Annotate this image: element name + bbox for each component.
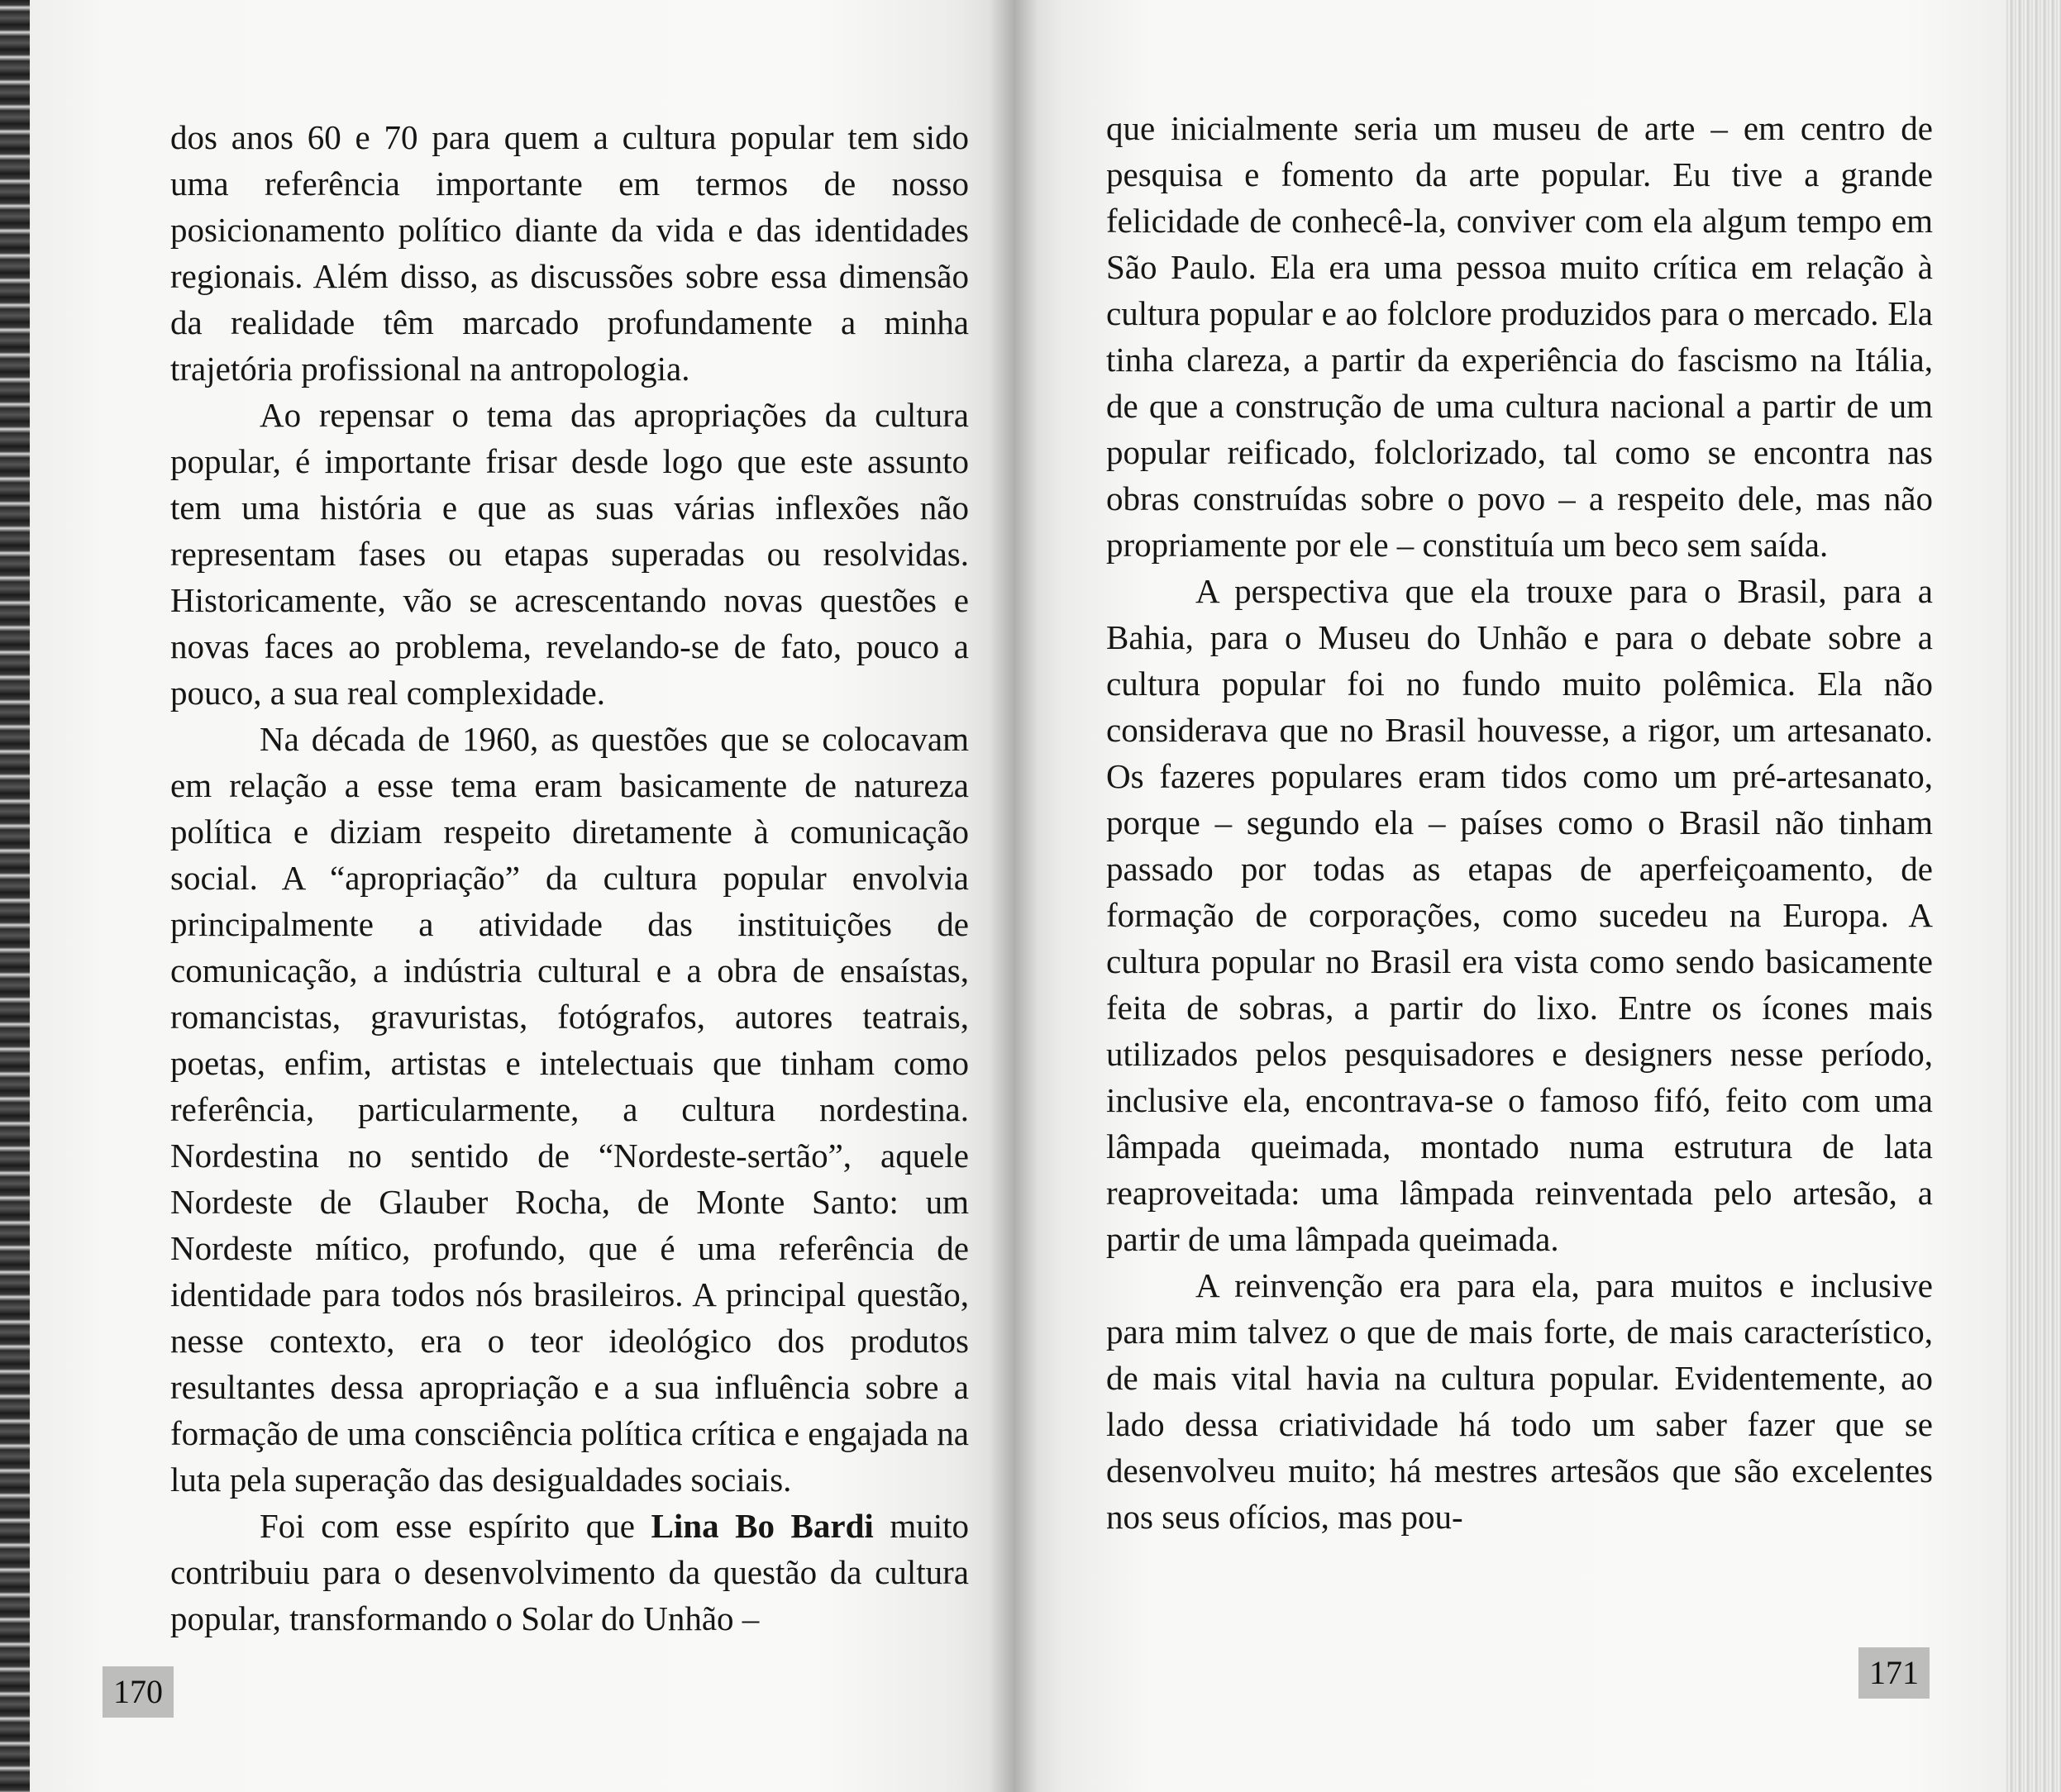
page-number-left: 170 <box>103 1666 174 1718</box>
right-paragraph-3: A reinvenção era para ela, para muitos e inclusive para mim talvez o que de mais forte, de mais característico, de mais vital havia na cultura popular. Evidentemente, ao lado dessa criatividade há todo um saber fazer que se desenvolveu muito; há mestres artesãos que são excelentes nos seus ofícios, mas pou- <box>1106 1266 1933 1536</box>
left-paragraph-4-before: Foi com esse espírito que <box>260 1507 651 1545</box>
bold-name-lina-bo-bardi: Lina Bo Bardi <box>651 1507 874 1545</box>
right-page <box>1014 0 2006 1792</box>
right-page-text <box>1106 105 1933 1540</box>
right-page-edges <box>2006 0 2061 1792</box>
left-page <box>30 0 1014 1792</box>
right-paragraph-1: que inicialmente seria um museu de arte – em centro de pesquisa e fomento da arte popular. Eu tive a grande felicidade de conhecê-la, conviver com ela algum tempo em São Paulo. Ela era uma pessoa muito crítica em relação à cultura popular e ao folclore produzidos para o mercado. Ela tinha clareza, a partir da experiência do fascismo na Itália, de que a construção de uma cultura nacional a partir de um popular reificado, folclorizado, tal como se encontra nas obras construídas sobre o povo – a respeito dele, mas não propriamente por ele – constituía um beco sem saída. <box>1106 109 1933 564</box>
left-paragraph-4 <box>170 1503 969 1642</box>
left-paragraph-4-after: muito contribuiu para o desenvolvimento da questão da cultura popular, transformando o Solar do Unhão – <box>170 1507 969 1637</box>
left-page-text <box>170 114 969 1642</box>
left-paragraph-3: Na década de 1960, as questões que se colocavam em relação a esse tema eram basicamente de natureza política e diziam respeito diretamente à comunicação social. A “apropriação” da cultura popular envolvia principalmente a atividade das instituições de comunicação, a indústria cultural e a obra de ensaístas, romancistas, gravuristas, fotógrafos, autores teatrais, poetas, enfim, artistas e intelectuais que tinham como referência, particularmente, a cultura nordestina. Nordestina no sentido de “Nordeste-sertão”, aquele Nordeste de Glauber Rocha, de Monte Santo: um Nordeste mítico, profundo, que é uma referência de identidade para todos nós brasileiros. A principal questão, nesse contexto, era o teor ideológico dos produtos resultantes dessa apropriação e a sua influência sobre a formação de uma consciência política crítica e engajada na luta pela superação das desigualdades sociais. <box>170 720 969 1499</box>
left-paragraph-1: dos anos 60 e 70 para quem a cultura popular tem sido uma referência importante em termos de nosso posicionamento político diante da vida e das identidades regionais. Além disso, as discussões sobre essa dimensão da realidade têm marcado profundamente a minha trajetória profissional na antropologia. <box>170 118 969 388</box>
left-page-edges <box>0 0 30 1792</box>
page-number-right: 171 <box>1858 1647 1930 1699</box>
left-paragraph-2: Ao repensar o tema das apropriações da cultura popular, é importante frisar desde logo que este assunto tem uma história e que as suas várias inflexões não representam fases ou etapas superadas ou resolvidas. Historicamente, vão se acrescentando novas questões e novas faces ao problema, revelando-se de fato, pouco a pouco, a sua real complexidade. <box>170 396 969 712</box>
book-gutter-shadow <box>989 0 1038 1792</box>
right-paragraph-2: A perspectiva que ela trouxe para o Brasil, para a Bahia, para o Museu do Unhão e para o debate sobre a cultura popular foi no fundo muito polêmica. Ela não considerava que no Brasil houvesse, a rigor, um artesanato. Os fazeres populares eram tidos como um pré-artesanato, porque – segundo ela – países como o Brasil não tinham passado por todas as etapas de aperfeiçoamento, de formação de corporações, como sucedeu na Europa. A cultura popular no Brasil era vista como sendo basicamente feita de sobras, a partir do lixo. Entre os ícones mais utilizados pelos pesquisadores e designers nesse período, inclusive ela, encontrava-se o famoso fifó, feito com uma lâmpada queimada, montado numa estrutura de lata reaproveitada: uma lâmpada reinventada pelo artesão, a partir de uma lâmpada queimada. <box>1106 572 1933 1258</box>
